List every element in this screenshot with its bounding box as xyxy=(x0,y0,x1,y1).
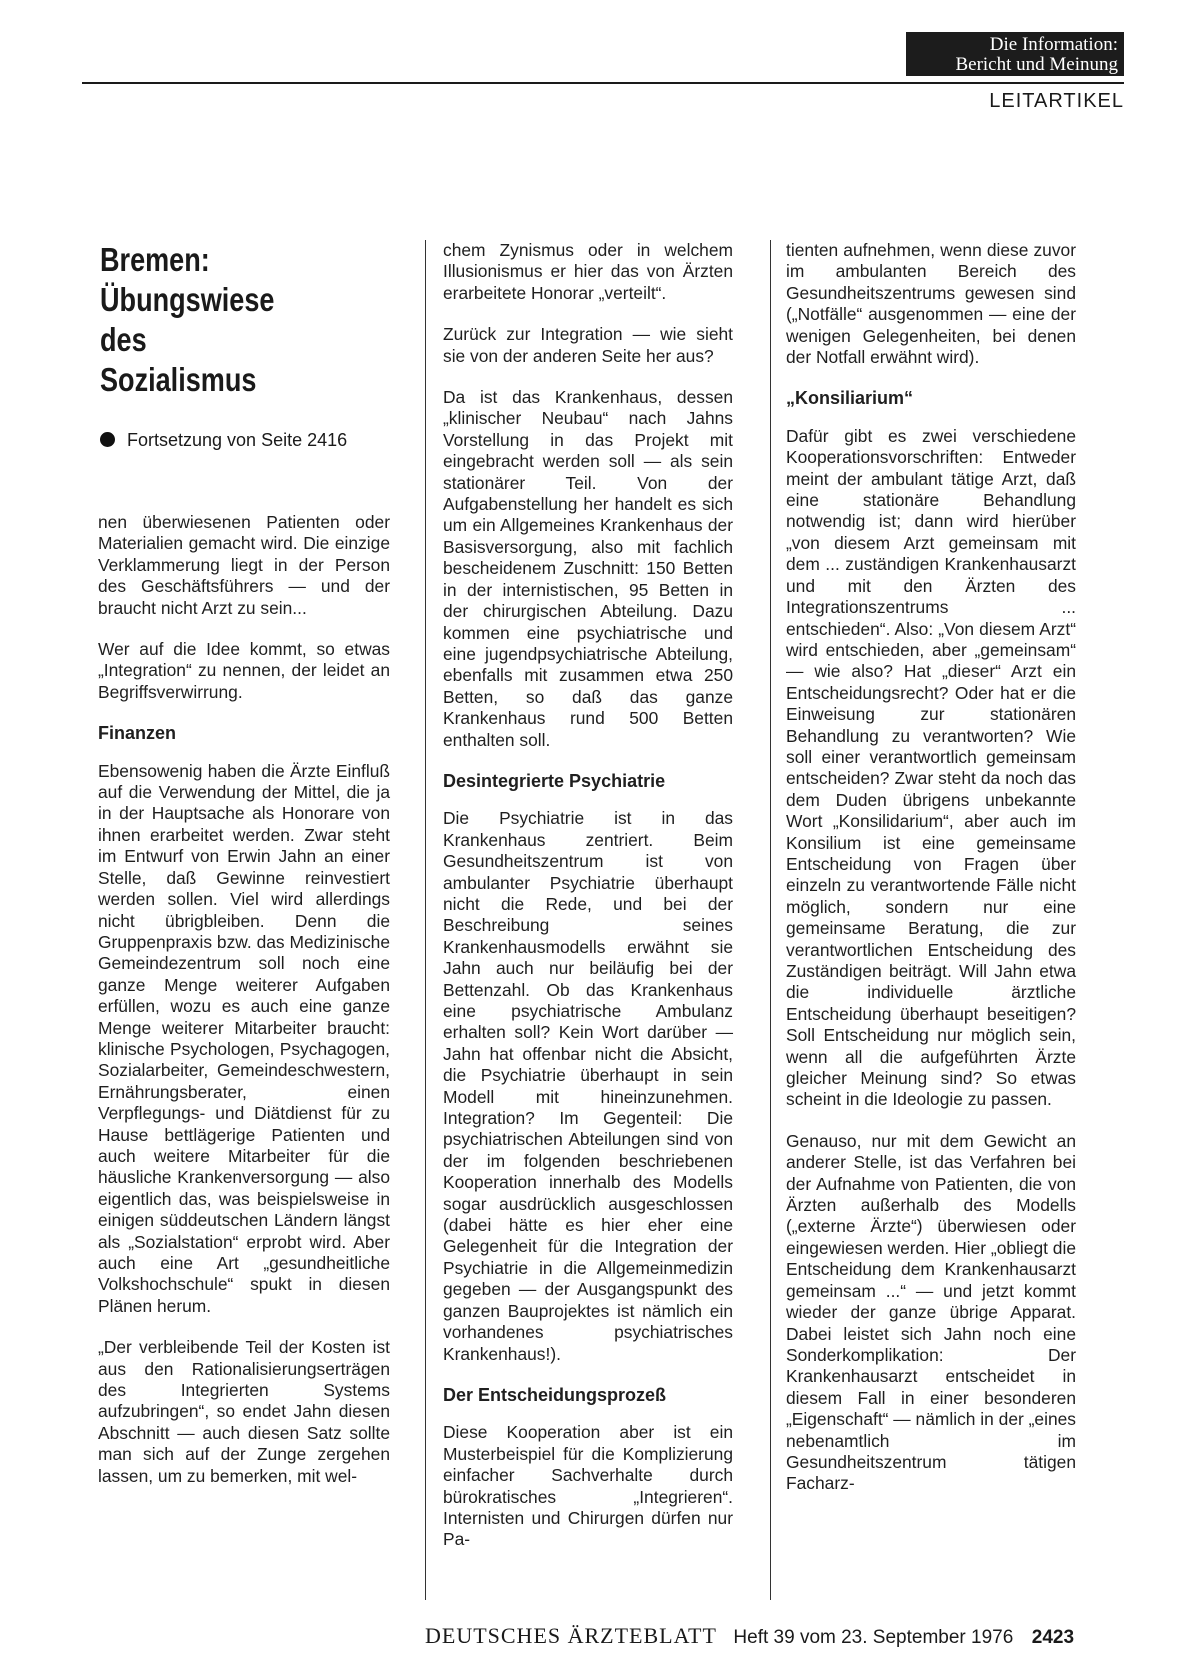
title-line: des xyxy=(100,321,147,358)
paragraph: Zurück zur Integration — wie sieht sie von der anderen Seite her aus? xyxy=(443,324,733,366)
paragraph: nen überwiesenen Patienten oder Materialien gemacht wird. Die einzige Verklammerung liegt in der Person des Geschäftsführers — und der braucht nicht Arzt zu sein... xyxy=(98,512,390,618)
header-rule xyxy=(82,82,1124,84)
article-title xyxy=(100,240,346,400)
paragraph: Genauso, nur mit dem Gewicht an anderer Stelle, ist das Verfahren bei der Aufnahme von Patienten, die von Ärzten außerhalb des Modells („externe Ärzte“) überwiesen oder eingewiesen werden. Hier „obliegt die Entscheidung dem Krankenhausarzt gemeinsam ...“ — und jetzt kommt wieder der ganze übrige Apparat. Dabei leistet sich Jahn noch eine Sonderkomplikation: Der Krankenhausarzt entscheidet in diesem Fall in einer besonderen „Eigenschaft“ — nämlich in der „eines nebenamtlich im Gesundheitszentrum tätigen Facharz- xyxy=(786,1130,1077,1494)
paragraph: tienten aufnehmen, wenn diese zuvor im ambulanten Bereich des Gesundheitszentrums gewesen sind („Notfälle“ ausgenommen — eine der wenigen Gelegenheiten, bei denen der Notfall erwähnt wird). xyxy=(786,240,1076,368)
rubric-line-2: Bericht und Meinung xyxy=(955,54,1118,75)
paragraph: Wer auf die Idee kommt, so etwas „Integration“ zu nennen, der leidet an Begriffsverwirrung. xyxy=(98,639,390,702)
continuation-note xyxy=(100,430,347,451)
paragraph: Die Psychiatrie ist in das Krankenhaus zentriert. Beim Gesundheitszentrum ist von ambulanter Psychiatrie überhaupt nicht die Rede, und bei der Beschreibung seines Krankenhausmodells erwähnt sie Jahn auch nur beiläufig bei der Bettenzahl. Ob das Krankenhaus eine psychiatrische Ambulanz erhalten soll? Kein Wort darüber — Jahn hat offenbar nicht die Absicht, die Psychiatrie überhaupt in sein Modell mit hineinzunehmen. Integration? Im Gegenteil: Die psychiatrischen Abteilungen sind von der im folgenden beschriebenen Kooperation innerhalb des Modells sogar ausdrücklich ausgeschlossen (dabei hätte es hier eher eine Gelegenheit für die Integration der Psychiatrie in die Allgemeinmedizin gegeben — der Ausgangspunkt des ganzen Bauprojektes ist nämlich ein vorhandenes psychiatrisches Krankenhaus!). xyxy=(443,808,733,1364)
paragraph: „Der verbleibende Teil der Kosten ist aus den Rationalisierungserträgen des Integrierten Systems aufzubringen“, so endet Jahn diesen Abschnitt — auch diesen Satz sollte man sich auf der Zunge zergehen lassen, um zu bemerken, mit wel- xyxy=(98,1337,390,1486)
title-line: Sozialismus xyxy=(100,361,257,398)
section-heading: Finanzen xyxy=(98,723,177,744)
column-divider xyxy=(425,240,426,1600)
text-column-1 xyxy=(98,512,390,1507)
paragraph: Da ist das Krankenhaus, dessen „klinischer Neubau“ nach Jahns Vorstellung in das Projekt mit eingebracht werden soll — als sein stationärer Teil. Von der Aufgabenstellung her handelt es sich um ein Allgemeines Krankenhaus der Basisversorgung, also mit fachlich bescheidenem Zuschnitt: 150 Betten in der internistischen, 95 Betten in der chirurgischen Abteilung. Dazu kommen eine psychiatrische und eine jugendpsychiatrische Abteilung, ebenfalls mit zusammen etwa 250 Betten, so daß das ganze Krankenhaus rund 500 Betten enthalten soll. xyxy=(443,387,733,750)
section-heading: Desintegrierte Psychiatrie xyxy=(443,770,666,791)
paragraph: Diese Kooperation aber ist ein Musterbeispiel für die Komplizierung einfacher Sachverhalte durch bürokratisches „Integrieren“. Internisten und Chirurgen dürfen nur Pa- xyxy=(443,1422,733,1550)
section-label: LEITARTIKEL xyxy=(989,90,1124,112)
paragraph: chem Zynismus oder in welchem Illusionismus er hier das von Ärzten erarbeitete Honorar „verteilt“. xyxy=(443,240,733,303)
rubric-badge xyxy=(906,32,1124,76)
title-line: Übungswiese xyxy=(100,281,275,318)
page-footer xyxy=(425,1623,1074,1649)
paragraph: Dafür gibt es zwei verschiedene Kooperationsvorschriften: Entweder meint der ambulant tätige Arzt, daß eine stationäre Behandlung notwendig ist; dann wird hierüber „von diesem Arzt gemeinsam mit dem ... zuständigen Krankenhausarzt und mit den Ärzten des Integrationszentrums ... entschieden“. Also: „Von diesem Arzt“ wird entschieden, aber „gemeinsam“ — wie also? Hat „dieser“ Arzt ein Entscheidungsrecht? Oder hat er die Einweisung zur stationären Behandlung zu verantworten? Wie soll einer verantwortlich gemeinsam entscheiden? Zwar steht da noch das dem Duden übrigens unbekannte Wort „Konsilidarium“, aber auch im Konsilium ist eine gemeinsame Entscheidung von Fragen über einzeln zu verantwortende Fälle nicht möglich, sondern nur eine gemeinsame Beratung, die zur verantwortlichen Entscheidung des Zuständigen beiträgt. Will Jahn etwa die individuelle ärztliche Entscheidung überhaupt beseitigen? Soll Entscheidung nur möglich sein, wenn all die aufgeführten Ärzte gleicher Meinung sind? So etwas scheint in die Ideologie zu passen. xyxy=(786,425,1076,1110)
issue-info: Heft 39 vom 23. September 1976 xyxy=(733,1627,1014,1648)
column-divider xyxy=(770,240,771,1600)
section-heading: „Konsiliarium“ xyxy=(786,388,914,409)
bullet-icon xyxy=(100,432,115,447)
title-line: Bremen: xyxy=(100,241,210,278)
paragraph: Ebensowenig haben die Ärzte Einfluß auf die Verwendung der Mittel, die ja in der Hauptsache als Honorare von ihnen erarbeitet werden. Zwar steht im Entwurf von Erwin Jahn an einer Stelle, daß Gewinne reinvestiert werden sollen. Viel wird allerdings nicht übrigbleiben. Denn die Gruppenpraxis bzw. das Medizinische Gemeindezentrum soll noch eine ganze Menge weiterer Aufgaben erfüllen, wozu es auch eine ganze Menge weiterer Mitarbeiter braucht: klinische Psychologen, Psychagogen, Sozialarbeiter, Gemeindeschwestern, Ernährungsberater, einen Verpflegungs- und Diätdienst für zu Hause bettlägerige Patienten und auch weitere Mitarbeiter für die häusliche Krankenversorgung — also eigentlich das, was beispielsweise in einigen süddeutschen Ländern längst als „Sozialstation“ erprobt wird. Aber auch eine Art „gesundheitliche Volkshochschule“ spukt in diesen Plänen herum. xyxy=(98,760,390,1316)
rubric-line-1: Die Information: xyxy=(989,34,1118,55)
text-column-2 xyxy=(443,240,733,1571)
page-number: 2423 xyxy=(1031,1627,1075,1648)
journal-name: DEUTSCHES ÄRZTEBLATT xyxy=(425,1623,717,1648)
text-column-3 xyxy=(786,240,1076,1515)
continuation-text: Fortsetzung von Seite 2416 xyxy=(127,430,348,450)
section-heading: Der Entscheidungsprozeß xyxy=(443,1384,667,1405)
